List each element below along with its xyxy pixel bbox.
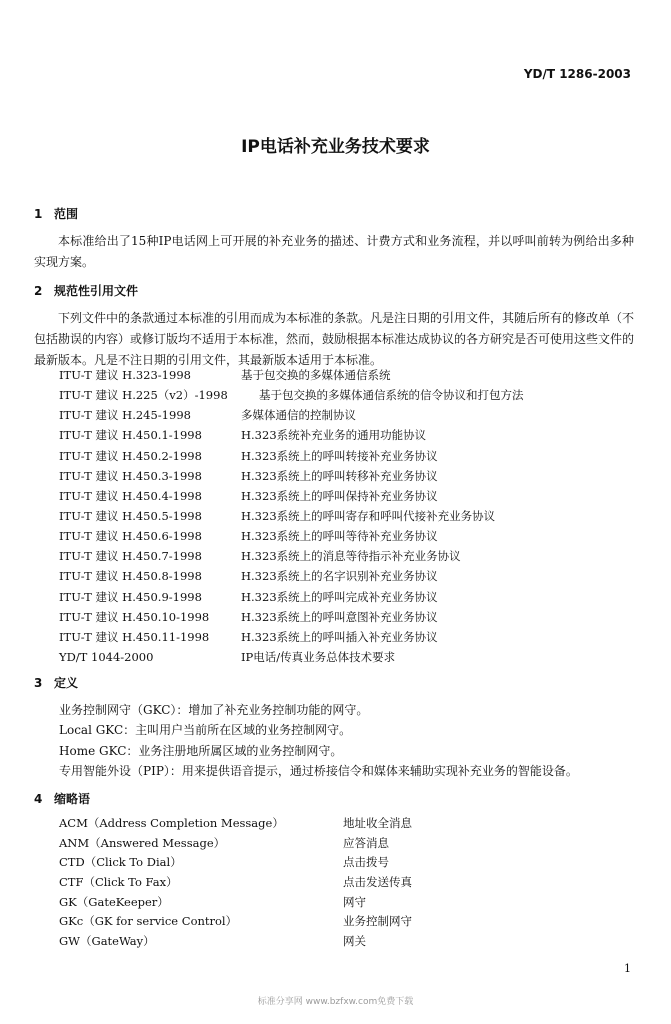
abbreviation-meaning: 网关: [343, 934, 366, 949]
section-heading-abbreviations: [34, 790, 90, 807]
reference-code: ITU-T 建议 H.450.7-1998: [59, 549, 202, 564]
abbreviation-item: [59, 834, 559, 854]
reference-item: [59, 385, 579, 405]
reference-title: H.323系统上的消息等待指示补充业务协议: [241, 549, 461, 564]
abbreviation-meaning: 点击发送传真: [343, 875, 412, 890]
reference-item: [59, 526, 579, 546]
reference-title: 基于包交换的多媒体通信系统: [241, 368, 391, 382]
definition-item: Local GKC：主叫用户当前所在区域的业务控制网守。: [59, 723, 352, 738]
reference-title: H.323系统上的名字识别补充业务协议: [241, 569, 438, 584]
reference-item: [59, 566, 579, 586]
standard-code: YD/T 1286-2003: [523, 67, 631, 81]
reference-code: ITU-T 建议 H.245-1998: [59, 408, 191, 423]
reference-title: IP电话/传真业务总体技术要求: [241, 649, 396, 664]
reference-item: [59, 546, 579, 566]
reference-title: H.323系统上的呼叫意图补充业务协议: [241, 609, 438, 624]
reference-title: H.323系统上的呼叫转接补充业务协议: [241, 448, 438, 463]
reference-list: [59, 365, 579, 667]
section-number: 1: [34, 207, 43, 221]
reference-code: ITU-T 建议 H.225（v2）-1998: [59, 388, 228, 403]
reference-code: ITU-T 建议 H.450.9-1998: [59, 589, 202, 604]
reference-title: 多媒体通信的控制协议: [241, 408, 356, 423]
reference-code: ITU-T 建议 H.323-1998: [59, 368, 191, 382]
reference-item: [59, 627, 579, 647]
reference-item: [59, 446, 579, 466]
reference-item: [59, 607, 579, 627]
scope-paragraph: 本标准给出了15种IP电话网上可开展的补充业务的描述、计费方式和业务流程，并以呼叫前转为例给出多种实现方案。: [34, 234, 634, 269]
section-number: 4: [34, 792, 43, 806]
definition-item: 专用智能外设（PIP）：用来提供语音提示，通过桥接信令和媒体来辅助实现补充业务的智能设备。: [59, 763, 578, 778]
abbreviation-term: CTD（Click To Dial）: [59, 855, 182, 870]
reference-title: H.323系统上的呼叫完成补充业务协议: [241, 589, 438, 604]
reference-item: [59, 647, 579, 667]
reference-item: [59, 486, 579, 506]
reference-item: [59, 405, 579, 425]
reference-code: ITU-T 建议 H.450.8-1998: [59, 569, 202, 584]
abbreviation-item: [59, 932, 559, 952]
abbreviation-meaning: 点击拨号: [343, 855, 389, 870]
abbreviation-meaning: 网守: [343, 894, 366, 909]
section-title: 规范性引用文件: [54, 284, 139, 298]
reference-item: [59, 425, 579, 445]
reference-title: 基于包交换的多媒体通信系统的信令协议和打包方法: [259, 388, 524, 403]
reference-item: [59, 506, 579, 526]
page-number: 1: [624, 962, 631, 975]
abbreviation-term: CTF（Click To Fax）: [59, 875, 178, 890]
section-title: 范围: [54, 207, 79, 221]
reference-title: H.323系统上的呼叫插入补充业务协议: [241, 629, 438, 644]
abbreviation-term: GW（GateWay）: [59, 934, 155, 949]
definition-item: Home GKC：业务注册地所属区域的业务控制网守。: [59, 743, 343, 758]
reference-item: [59, 365, 579, 385]
section-heading-references: [34, 282, 138, 299]
section-heading-scope: [34, 205, 78, 222]
references-intro-paragraph: 下列文件中的条款通过本标准的引用而成为本标准的条款。凡是注日期的引用文件，其随后所有的修改单（不包括勘误的内容）或修订版均不适用于本标准，然而，鼓励根据本标准达成协议的各方研究是否可使用这些文件的最新版本。凡是不注日期的引用文件，其最新版本适用于本标准。: [34, 311, 635, 367]
section-heading-definitions: [34, 674, 78, 691]
reference-code: ITU-T 建议 H.450.2-1998: [59, 448, 202, 463]
abbreviation-item: [59, 853, 559, 873]
reference-code: ITU-T 建议 H.450.10-1998: [59, 609, 210, 624]
document-title: IP电话补充业务技术要求: [241, 137, 430, 157]
abbreviation-term: GKc（GK for service Control）: [59, 914, 238, 929]
abbreviation-item: [59, 912, 559, 932]
abbreviation-meaning: 地址收全消息: [343, 816, 412, 830]
reference-code: ITU-T 建议 H.450.11-1998: [59, 629, 210, 644]
reference-title: H.323系统上的呼叫等待补充业务协议: [241, 529, 438, 544]
reference-code: ITU-T 建议 H.450.6-1998: [59, 529, 202, 544]
reference-title: H.323系统补充业务的通用功能协议: [241, 428, 427, 443]
abbreviation-term: GK（GateKeeper）: [59, 894, 169, 909]
abbreviation-item: [59, 893, 559, 913]
reference-item: [59, 466, 579, 486]
reference-code: ITU-T 建议 H.450.4-1998: [59, 488, 202, 503]
abbreviation-item: [59, 873, 559, 893]
section-number: 3: [34, 676, 43, 690]
footer-watermark: 标准分享网 www.bzfxw.com免费下载: [257, 997, 414, 1007]
abbreviation-item: [59, 814, 559, 834]
reference-code: YD/T 1044-2000: [59, 649, 154, 664]
section-title: 定义: [54, 676, 79, 690]
reference-title: H.323系统上的呼叫寄存和呼叫代接补充业务协议: [241, 508, 496, 523]
reference-code: ITU-T 建议 H.450.5-1998: [59, 508, 202, 523]
reference-title: H.323系统上的呼叫转移补充业务协议: [241, 468, 438, 483]
abbreviation-term: ACM（Address Completion Message）: [59, 816, 284, 830]
reference-title: H.323系统上的呼叫保持补充业务协议: [241, 488, 438, 503]
reference-code: ITU-T 建议 H.450.1-1998: [59, 428, 202, 443]
abbreviation-list: [59, 814, 559, 952]
reference-item: [59, 587, 579, 607]
definition-item: 业务控制网守（GKC）：增加了补充业务控制功能的网守。: [59, 703, 369, 717]
section-number: 2: [34, 284, 43, 298]
abbreviation-meaning: 应答消息: [343, 835, 389, 850]
section-title: 缩略语: [54, 792, 91, 806]
abbreviation-term: ANM（Answered Message）: [59, 835, 226, 850]
reference-code: ITU-T 建议 H.450.3-1998: [59, 468, 202, 483]
abbreviation-meaning: 业务控制网守: [343, 914, 412, 929]
definition-list: [59, 700, 578, 781]
